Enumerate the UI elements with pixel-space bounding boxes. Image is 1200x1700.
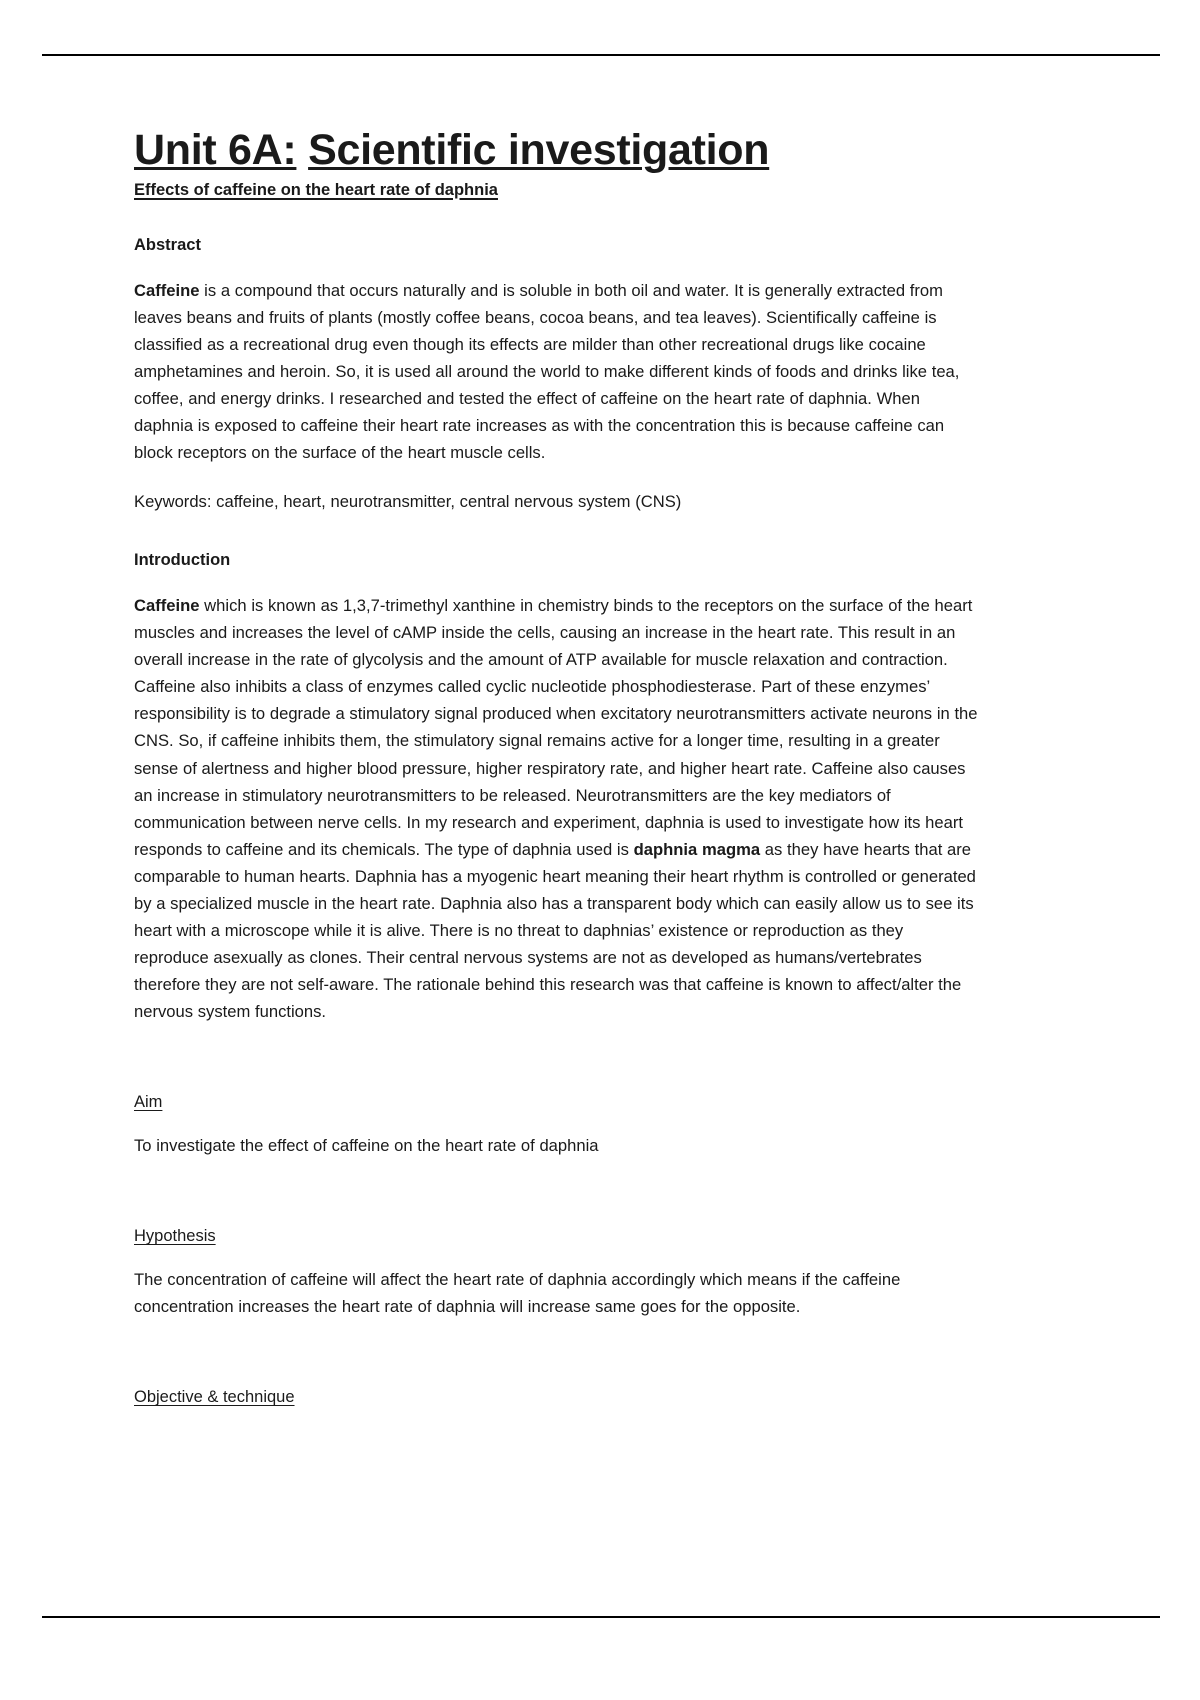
paragraph-introduction (134, 592, 980, 1025)
abstract-body: is a compound that occurs naturally and is soluble in both oil and water. It is generally extracted from leaves beans and fruits of plants (mostly coffee beans, cocoa beans, and tea leaves). Scientifically caffeine is classified as a recreational drug even though its effects are milder than other recreational drugs like cocaine amphetamines and heroin. So, it is used all around the world to make different kinds of foods and drinks like tea, coffee, and energy drinks. I researched and tested the effect of caffeine on the heart rate of daphnia. When daphnia is exposed to caffeine their heart rate increases as with the concentration this is because caffeine can block receptors on the surface of the heart muscle cells. (134, 280, 960, 463)
paragraph-hypothesis: The concentration of caffeine will affect the heart rate of daphnia accordingly which means if the caffeine concentration increases the heart rate of daphnia will increase same goes for the opposite. (134, 1270, 901, 1317)
document-content (134, 124, 980, 1407)
heading-objective-wrap (134, 1354, 980, 1407)
introduction-lead-term: Caffeine (134, 596, 200, 616)
paragraph-abstract (134, 277, 980, 466)
title-part-2: Scientific investigation (308, 126, 770, 174)
heading-hypothesis-wrap (134, 1193, 980, 1246)
introduction-body-part-1: which is known as 1,3,7-trimethyl xanthine in chemistry binds to the receptors on the surface of the heart muscles and increases the level of cAMP inside the cells, causing an increase in the heart rate. This result in an overall increase in the rate of glycolysis and the amount of ATP available for muscle relaxation and contraction. Caffeine also inhibits a class of enzymes called cyclic nucleotide phosphodiesterase. Part of these enzymes’ responsibility is to degrade a stimulatory signal produced when excitatory neurotransmitters activate neurons in the CNS. So, if caffeine inhibits them, the stimulatory signal remains active for a longer time, resulting in a greater sense of alertness and higher blood pressure, higher respiratory rate, and higher heart rate. Caffeine also causes an increase in stimulatory neurotransmitters to be released. Neurotransmitters are the key mediators of communication between nerve cells. In my research and experiment, daphnia is used to investigate how its heart responds to caffeine and its chemicals. The type of daphnia used is (134, 596, 978, 859)
paragraph-keywords: Keywords: caffeine, heart, neurotransmitter, central nervous system (CNS) (134, 492, 682, 512)
footer-rule (42, 1616, 1160, 1618)
abstract-lead-term: Caffeine (134, 280, 200, 300)
introduction-species-term: daphnia magma (633, 839, 761, 859)
page-title (134, 124, 980, 177)
subtitle-wrap (134, 179, 980, 200)
header-rule (42, 54, 1160, 56)
heading-aim-wrap (134, 1059, 980, 1112)
heading-abstract: Abstract (134, 235, 201, 254)
title-part-1: Unit 6A: (134, 126, 297, 174)
paragraph-aim: To investigate the effect of caffeine on the heart rate of daphnia (134, 1136, 599, 1155)
document-subtitle: Effects of caffeine on the heart rate of daphnia (134, 180, 498, 199)
heading-introduction: Introduction (134, 551, 231, 570)
heading-objective-technique: Objective & technique (134, 1388, 295, 1407)
introduction-body-part-2: as they have hearts that are comparable to human hearts. Daphnia has a myogenic heart meaning their heart rhythm is controlled or generated by a specialized muscle in the heart rate. Daphnia also has a transparent body which can easily allow us to see its heart with a microscope while it is alive. There is no threat to daphnias’ existence or reproduction as they reproduce asexually as clones. Their central nervous systems are not as developed as humans/vertebrates therefore they are not self-aware. The rationale behind this research was that caffeine is known to affect/alter the nervous system functions. (134, 839, 976, 1021)
heading-hypothesis: Hypothesis (134, 1227, 216, 1246)
heading-aim: Aim (134, 1093, 163, 1111)
